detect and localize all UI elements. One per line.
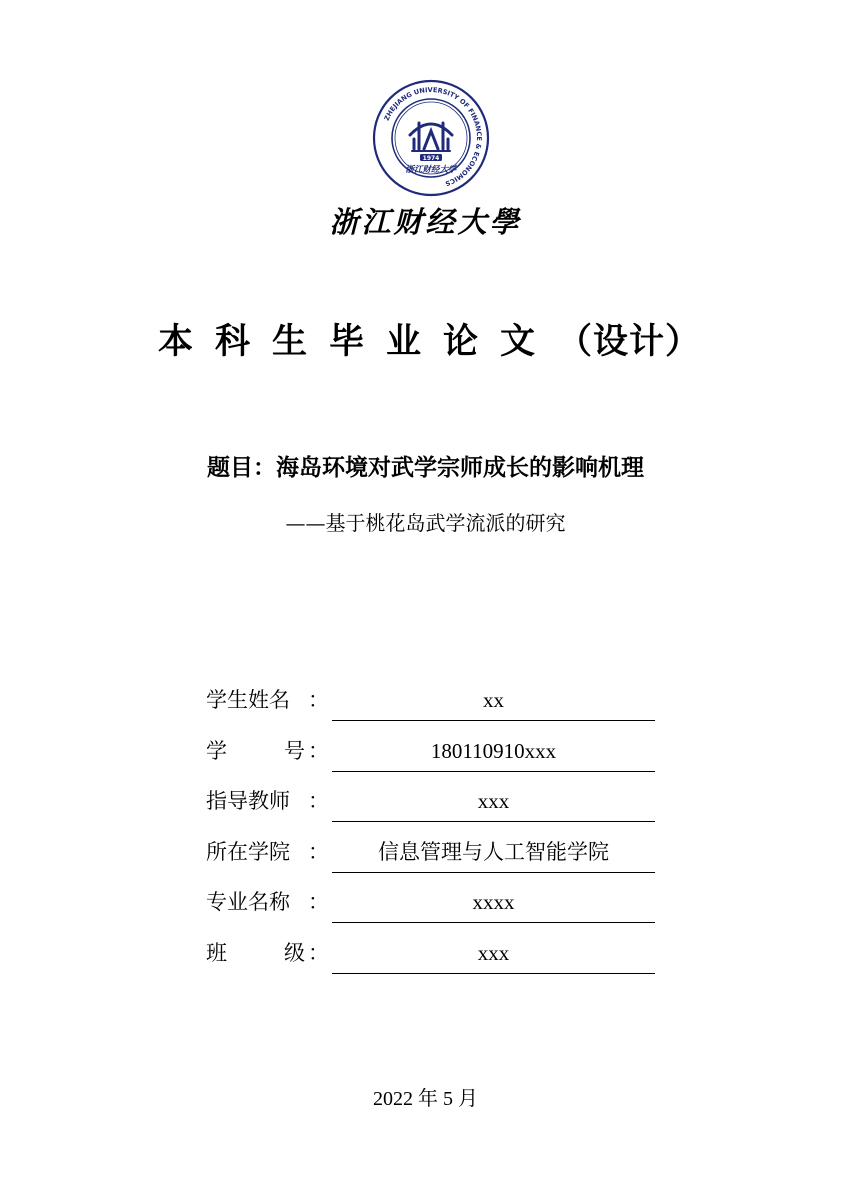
major-label: 专业名称 [206, 890, 290, 915]
seal-emblem-icon [410, 123, 452, 151]
student-id-label: 学号 [206, 738, 305, 763]
class-label: 班级 [206, 940, 305, 965]
student-id-value: 180110910xxx [332, 731, 655, 772]
colon: ： [308, 890, 329, 915]
college-label: 所在学院 [206, 839, 290, 864]
colon: ： [308, 839, 329, 864]
info-row-student-id [206, 731, 666, 782]
major-value: xxxx [332, 882, 655, 923]
seal-ring-text: ZHEJIANG UNIVERSITY OF FINANCE & ECONOMICS [382, 85, 484, 188]
seal-inner-text: 浙江财经大学 [405, 165, 457, 175]
thesis-subtitle: ——基于桃花岛武学流派的研究 [285, 511, 566, 535]
document-title-main: 本科生毕业论文 [157, 322, 557, 362]
class-value: xxx [332, 933, 655, 974]
submission-date: 2022 年 5 月 [373, 1088, 478, 1110]
student-name-value: xx [332, 680, 655, 721]
colon: ： [308, 738, 329, 763]
info-row-advisor [206, 781, 666, 832]
student-name-label: 学生姓名 [206, 688, 290, 712]
colon: ： [308, 940, 329, 965]
info-row-major [206, 882, 666, 933]
advisor-value: xxx [332, 781, 655, 822]
info-row-class [206, 933, 666, 984]
document-title [0, 318, 851, 366]
document-title-paren: （设计） [557, 322, 702, 362]
thesis-topic: 题目：海岛环境对武学宗师成长的影响机理 [207, 455, 644, 481]
university-seal [372, 79, 490, 197]
college-value: 信息管理与人工智能学院 [332, 832, 655, 873]
info-row-college [206, 832, 666, 883]
seal-year: 1974 [422, 155, 440, 162]
colon: ： [308, 789, 329, 814]
student-info-table [206, 680, 666, 984]
info-row-student-name [206, 680, 666, 731]
advisor-label: 指导教师 [206, 789, 290, 814]
university-name: 浙江财经大學 [329, 205, 522, 239]
colon: ： [308, 688, 329, 712]
